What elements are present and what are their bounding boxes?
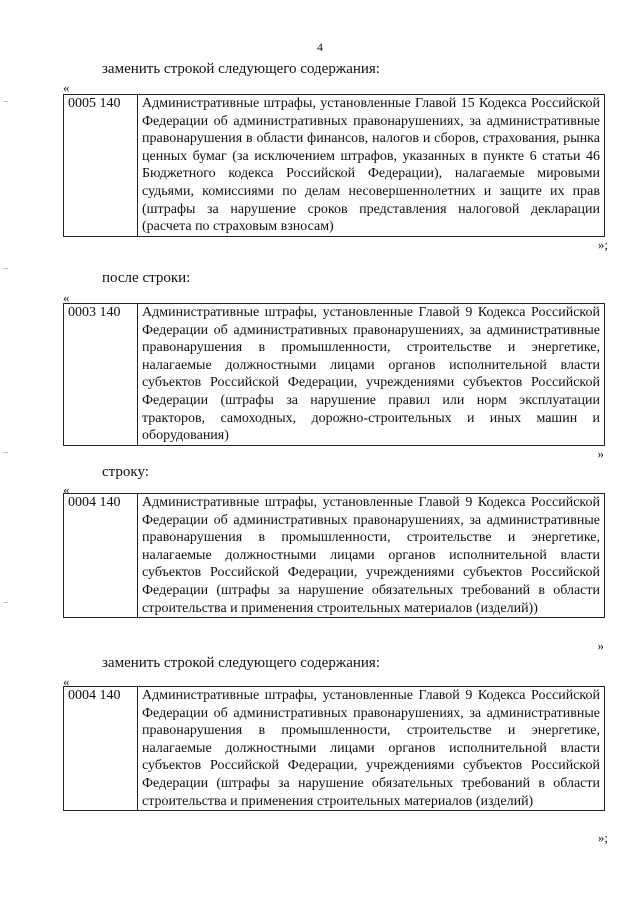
table-row xyxy=(64,687,605,811)
section-4-intro: заменить строкой следующего содержания: xyxy=(102,655,380,671)
section-3-open-quote: « xyxy=(63,482,70,497)
section-4-description: Административные штрафы, установленные Главой 9 Кодекса Российской Федерации об административных правонарушениях, за административные правонарушения в промышленности, строительстве и энергетике, налагаемые должностными лицами органов исполнительной власти субъектов Российской Федерации, учреждениями субъектов Российской Федерации (штрафы за нарушение обязательных требований в области строительства и применения строительных материалов (изделий) xyxy=(138,687,605,811)
section-1-close-quote: »; xyxy=(597,237,608,252)
table-row xyxy=(64,494,605,618)
section-3-table xyxy=(63,493,605,618)
section-1-open-quote: « xyxy=(63,80,70,95)
scan-margin-mark xyxy=(4,268,8,269)
section-4-code: 0004 140 xyxy=(64,687,138,811)
table-row xyxy=(64,304,605,446)
scan-margin-mark xyxy=(4,452,8,453)
section-1-table xyxy=(63,94,605,237)
page-number: 4 xyxy=(317,40,323,54)
section-1-description: Административные штрафы, установленные Главой 15 Кодекса Российской Федерации об административных правонарушениях, за административные правонарушения в области финансов, налогов и сборов, страхования, рынка ценных бумаг (за исключением штрафов, указанных в пункте 6 статьи 46 Бюджетного кодекса Российской Федерации), налагаемые мировыми судьями, комиссиями по делам несовершеннолетних и защите их прав (штрафы за нарушение сроков представления налоговой декларации (расчета по страховым взносам) xyxy=(138,95,605,237)
section-2-table xyxy=(63,303,605,446)
section-3-description: Административные штрафы, установленные Главой 9 Кодекса Российской Федерации об административных правонарушениях, за административные правонарушения в промышленности, строительстве и энергетике, налагаемые должностными лицами органов исполнительной власти субъектов Российской Федерации, учреждениями субъектов Российской Федерации (штрафы за нарушение обязательных требований в области строительства и применения строительных материалов (изделий)) xyxy=(138,494,605,618)
section-3-code: 0004 140 xyxy=(64,494,138,618)
section-4-close-quote: »; xyxy=(597,830,608,845)
section-2-open-quote: « xyxy=(63,290,70,305)
scan-margin-mark xyxy=(4,602,8,603)
section-2-code: 0003 140 xyxy=(64,304,138,446)
section-1-code: 0005 140 xyxy=(64,95,138,237)
section-4-open-quote: « xyxy=(63,674,70,689)
section-3-close-quote: » xyxy=(597,638,604,653)
section-2-description: Административные штрафы, установленные Главой 9 Кодекса Российской Федерации об административных правонарушениях, за административные правонарушения в промышленности, строительстве и энергетике, налагаемые должностными лицами органов исполнительной власти субъектов Российской Федерации, учреждениями субъектов Российской Федерации (штрафы за нарушение правил или норм эксплуатации тракторов, самоходных, дорожно-строительных и иных машин и оборудования) xyxy=(138,304,605,446)
section-2-close-quote: » xyxy=(597,446,604,461)
section-1-intro: заменить строкой следующего содержания: xyxy=(102,61,380,77)
section-4-table xyxy=(63,686,605,811)
scan-margin-mark xyxy=(4,101,8,102)
table-row xyxy=(64,95,605,237)
section-2-intro: после строки: xyxy=(102,270,191,286)
section-3-intro: строку: xyxy=(102,464,149,480)
